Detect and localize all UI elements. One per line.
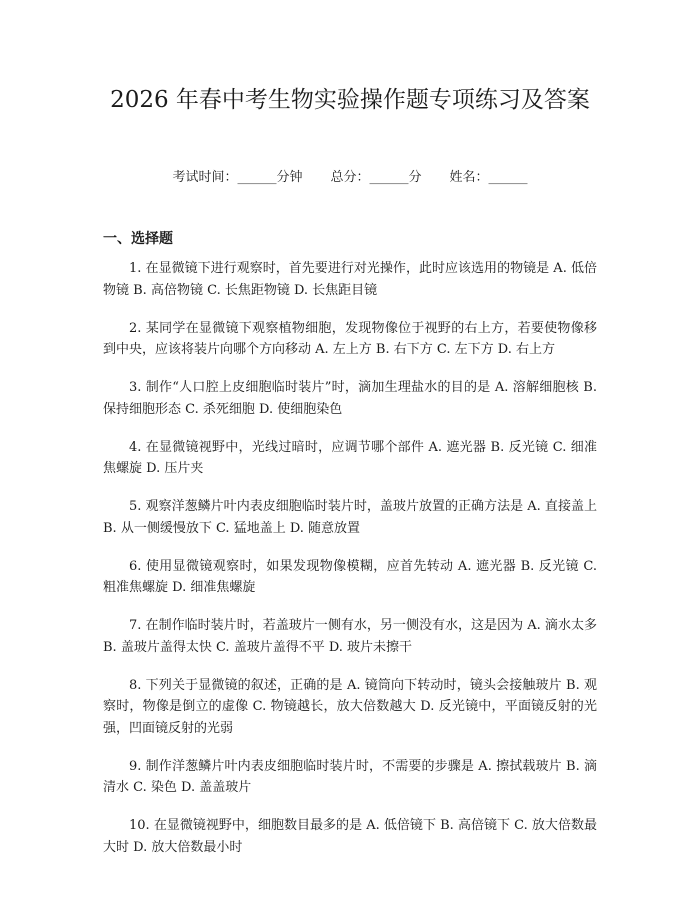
total-score-field: 总分：______分 <box>330 170 422 185</box>
question-item: 9. 制作洋葱鳞片叶内表皮细胞临时装片时，不需要的步骤是 A. 擦拭载玻片 B. 滴清水 C. 染色 D. 盖盖玻片 <box>103 758 597 795</box>
question-item: 4. 在显微镜视野中，光线过暗时，应调节哪个部件 A. 遮光器 B. 反光镜 C. 细准焦螺旋 D. 压片夹 <box>103 439 597 476</box>
exam-time-field: 考试时间：______分钟 <box>172 170 303 185</box>
question-list <box>103 258 597 875</box>
question-item: 7. 在制作临时装片时，若盖玻片一侧有水，另一侧没有水，这是因为 A. 滴水太多 B. 盖玻片盖得太快 C. 盖玻片盖得不平 D. 玻片未擦干 <box>103 618 597 655</box>
question-item: 5. 观察洋葱鳞片叶内表皮细胞临时装片时，盖玻片放置的正确方法是 A. 直接盖上 B. 从一侧缓慢放下 C. 猛地盖上 D. 随意放置 <box>103 499 597 536</box>
question-item: 2. 某同学在显微镜下观察植物细胞，发现物像位于视野的右上方，若要使物像移到中央，应该将装片向哪个方向移动 A. 左上方 B. 右下方 C. 左下方 D. 右上方 <box>103 320 597 357</box>
question-item: 8. 下列关于显微镜的叙述，正确的是 A. 镜筒向下转动时，镜头会接触玻片 B. 观察时，物像是倒立的虚像 C. 物镜越长，放大倍数越大 D. 反光镜中，平面镜反射的光强，凹面镜反射的光弱 <box>103 677 597 736</box>
student-name-field: 姓名：______ <box>449 170 528 185</box>
section-heading: 一、选择题 <box>103 231 173 247</box>
question-item: 1. 在显微镜下进行观察时，首先要进行对光操作，此时应该选用的物镜是 A. 低倍物镜 B. 高倍物镜 C. 长焦距物镜 D. 长焦距目镜 <box>103 261 597 298</box>
question-item: 10. 在显微镜视野中，细胞数目最多的是 A. 低倍镜下 B. 高倍镜下 C. 放大倍数最大时 D. 放大倍数最小时 <box>103 818 597 855</box>
question-item: 6. 使用显微镜观察时，如果发现物像模糊，应首先转动 A. 遮光器 B. 反光镜 C. 粗准焦螺旋 D. 细准焦螺旋 <box>103 558 597 595</box>
exam-info-line <box>0 168 700 188</box>
document-title: 2026 年春中考生物实验操作题专项练习及答案 <box>110 87 590 113</box>
question-item: 3. 制作“人口腔上皮细胞临时装片”时，滴加生理盐水的目的是 A. 溶解细胞核 B. 保持细胞形态 C. 杀死细胞 D. 使细胞染色 <box>103 380 597 417</box>
